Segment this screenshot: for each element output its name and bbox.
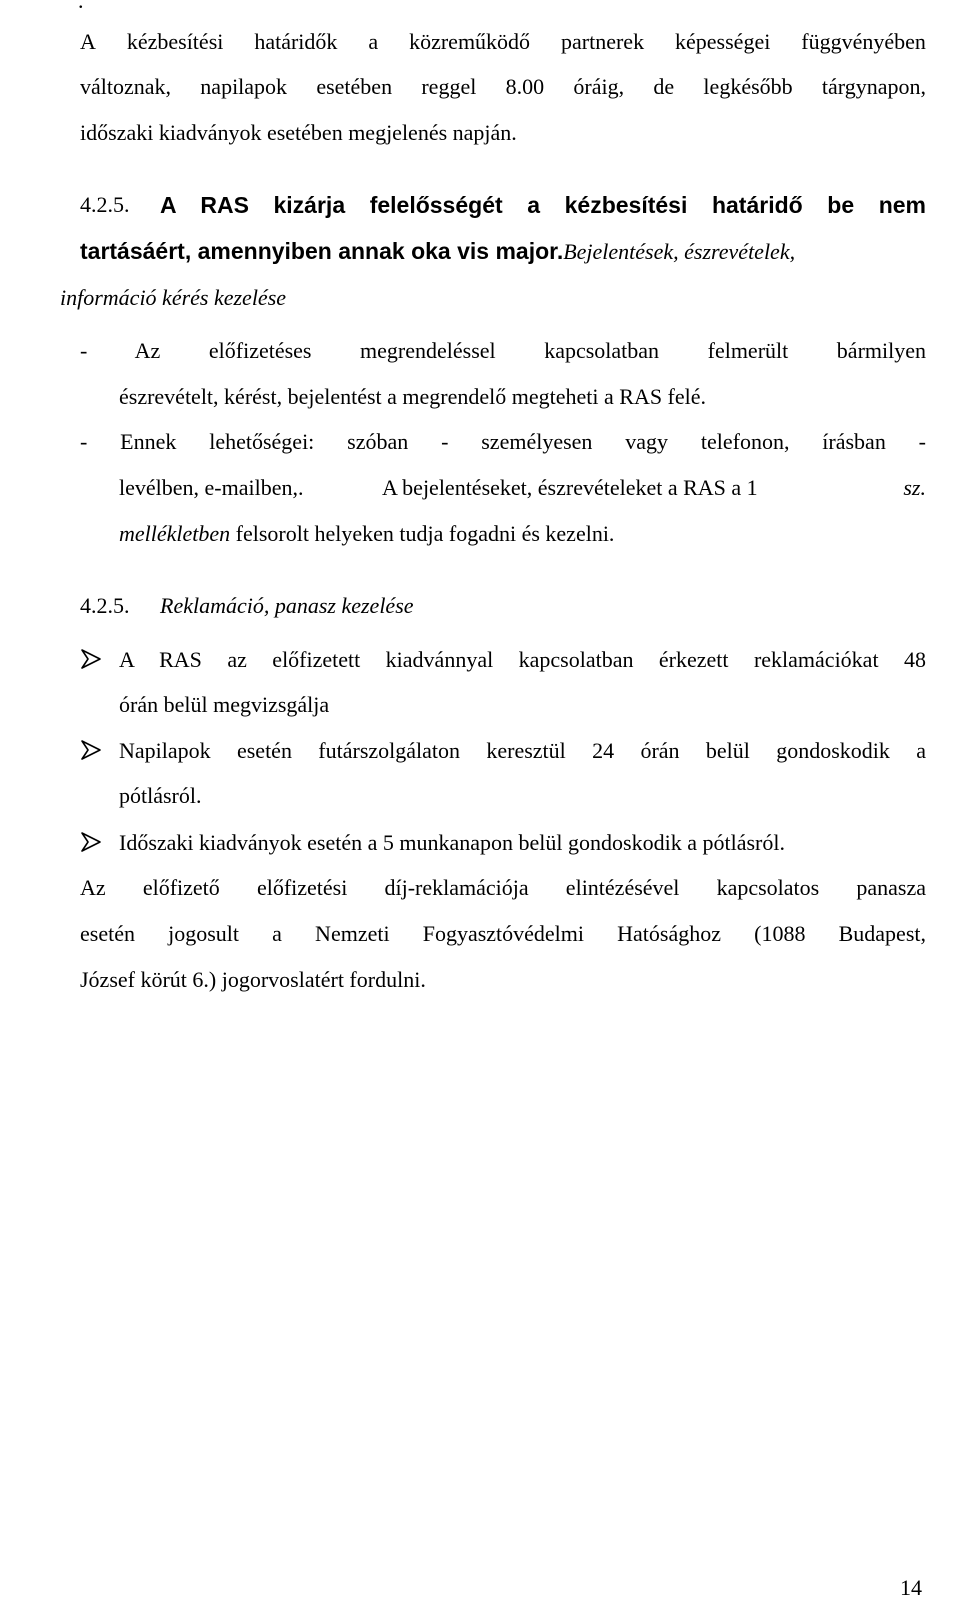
text-segment: levélben, e-mailben,. <box>119 475 304 500</box>
word: határidők <box>254 29 338 54</box>
intro-line-1 <box>80 27 926 57</box>
word: A <box>80 29 96 54</box>
final-line-1: Az előfizető előfizetési díj-reklamációja elintézésével kapcsolatos panasza <box>80 875 926 900</box>
section-bold-line-1: A RAS kizárja felelősségét a kézbesítési határidő be nem <box>160 192 926 218</box>
section-number: 4.2.5. <box>80 192 130 217</box>
text-segment: A bejelentéseket, észrevételeket a RAS a 1 <box>382 475 758 500</box>
bullet-2-line-1: Napilapok esetén futárszolgálaton keresztül 24 órán belül gondoskodik a <box>119 738 926 763</box>
bullet-1-line-2: órán belül megvizsgálja <box>119 692 330 717</box>
word: képességei <box>675 29 771 54</box>
word: kézbesítési <box>126 29 224 54</box>
arrowhead-bullet-icon <box>80 831 102 853</box>
bullet-1-line-1: A RAS az előfizetett kiadvánnyal kapcsolatban érkezett reklamációkat 48 <box>119 647 926 672</box>
intro-line-3: időszaki kiadványok esetében megjelenés napján. <box>80 120 517 145</box>
final-line-2: esetén jogosult a Nemzeti Fogyasztóvédelmi Hatósághoz (1088 Budapest, <box>80 921 926 946</box>
section-title: Reklamáció, panasz kezelése <box>160 593 414 618</box>
arrowhead-bullet-icon <box>80 739 102 761</box>
intro-line-2: változnak, napilapok esetében reggel 8.00 óráig, de legkésőbb tárgynapon, <box>80 74 926 99</box>
section-line-2 <box>80 236 926 267</box>
arrowhead-bullet-icon <box>80 648 102 670</box>
dash-item-1-line-1: - Az előfizetéses megrendeléssel kapcsolatban felmerült bármilyen <box>80 338 926 363</box>
word: közreműködő <box>409 29 531 54</box>
subheading-italic: Bejelentések, észrevételek, <box>563 239 796 264</box>
word: függvényében <box>801 29 926 54</box>
page-number: 14 <box>900 1575 922 1600</box>
text-segment-italic: sz. <box>903 475 926 500</box>
dash-item-2-line-2 <box>119 473 926 503</box>
text-segment-italic: mellékletben <box>119 521 231 546</box>
bullet-3-line-1: Időszaki kiadványok esetén a 5 munkanapon belül gondoskodik a pótlásról. <box>119 830 785 855</box>
dash-item-1-line-2: észrevételt, kérést, bejelentést a megrendelő megteheti a RAS felé. <box>119 384 707 409</box>
dash-item-2-line-3 <box>119 519 614 549</box>
word: a <box>368 29 379 54</box>
section-bold-line-2: tartásáért, amennyiben annak oka vis major. <box>80 238 564 264</box>
word: partnerek <box>561 29 645 54</box>
section-number: 4.2.5. <box>80 593 130 618</box>
bullet-2-line-2: pótlásról. <box>119 783 202 808</box>
dash-item-2-line-1: - Ennek lehetőségei: szóban - személyesen vagy telefonon, írásban - <box>80 429 926 454</box>
text-segment: felsorolt helyeken tudja fogadni és kezelni. <box>235 521 615 546</box>
subheading-italic-line-2: információ kérés kezelése <box>60 285 287 310</box>
final-line-3: József körút 6.) jogorvoslatért fordulni. <box>80 967 426 992</box>
top-mark: . <box>78 0 84 13</box>
